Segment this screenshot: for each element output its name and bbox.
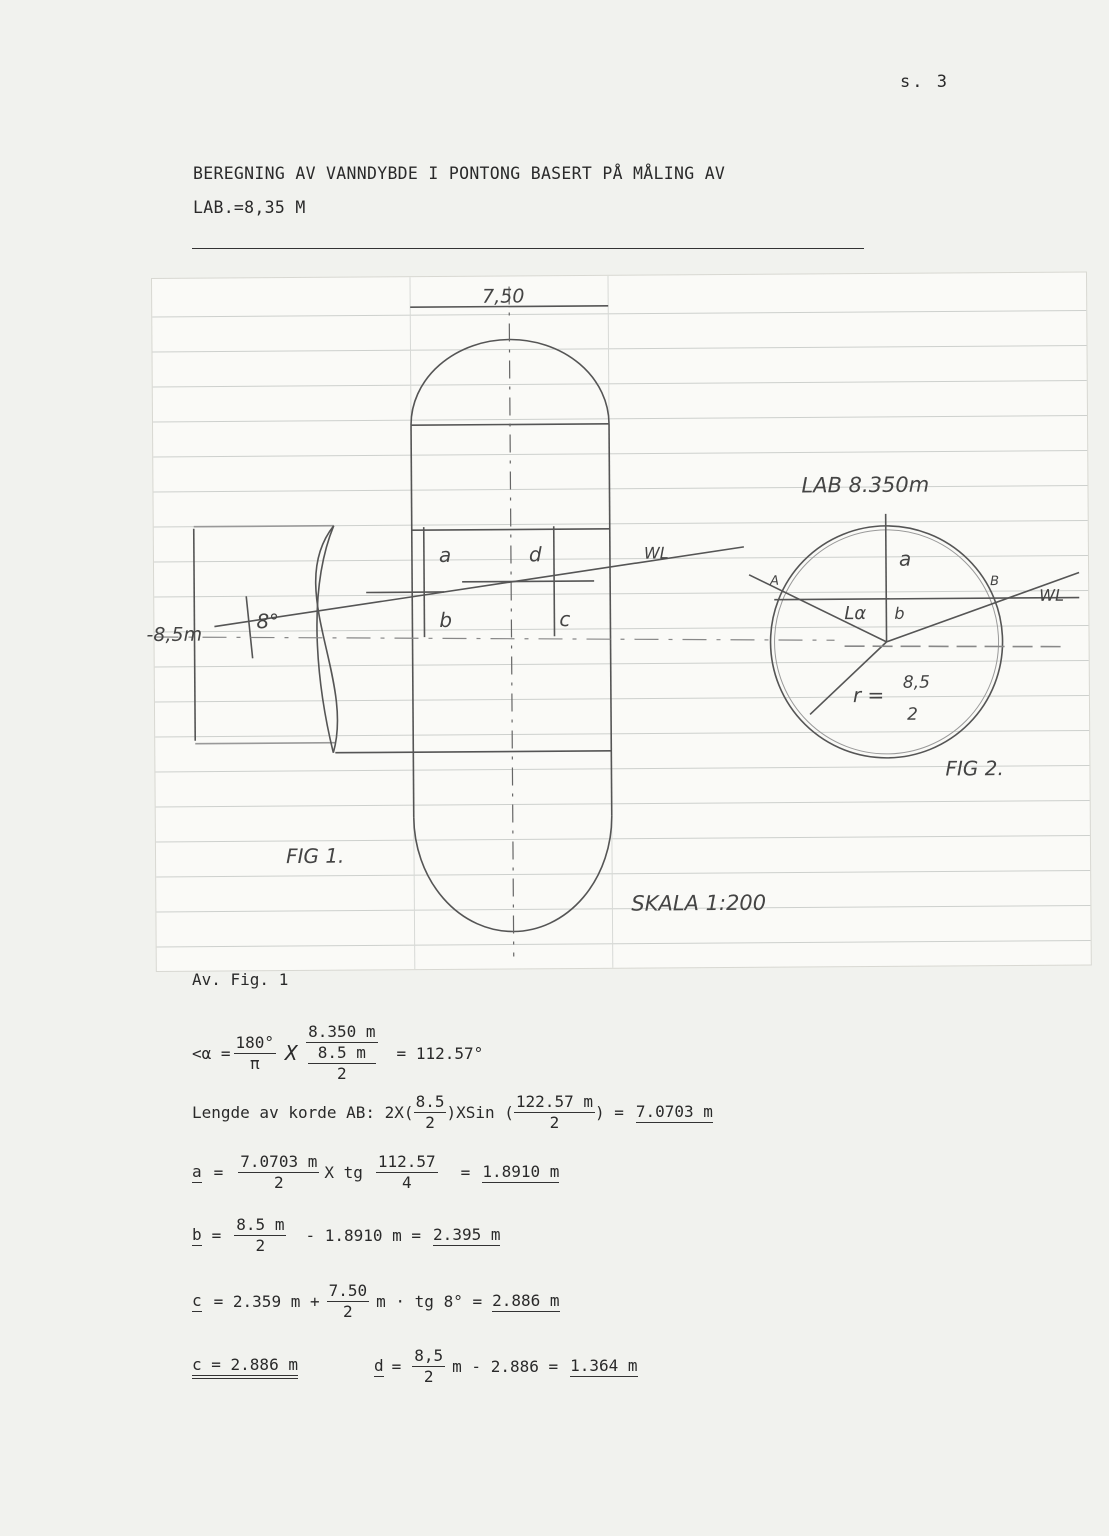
chord-fraction-2: $\frac{122.57 m}{2}$ <box>515 1092 593 1132</box>
d-fraction: $\frac{8,5}{2}$ <box>414 1346 444 1386</box>
calc-c-row <box>192 1281 560 1322</box>
alpha-result: = 112.57° <box>396 1043 484 1063</box>
dimension-d: d <box>528 542 542 567</box>
document-title-line-2: LAB.=8,35 M <box>193 198 306 217</box>
width-label: 7,50 <box>482 285 525 308</box>
c-label: c <box>192 1291 202 1310</box>
calc-b-row: b = $\frac{8.5 m}{2}$ - 1.8910 m = 2.395 m <box>192 1215 501 1255</box>
alpha-f2-den-den: 2 <box>337 1064 347 1083</box>
radius-denominator: 2 <box>906 704 918 725</box>
c-result: 2.886 m <box>492 1291 560 1310</box>
sketch-drawing <box>152 272 1091 971</box>
a-label: a <box>192 1162 202 1181</box>
fig2-dimension-b: b <box>894 603 905 623</box>
c-final-result: c = 2.886 m <box>192 1355 298 1379</box>
b-fraction: $\frac{8.5 m}{2}$ <box>236 1215 285 1255</box>
title-underline <box>192 248 864 249</box>
fig2-label: FIG 2. <box>945 756 1004 781</box>
chord-close: ) = <box>594 1103 624 1122</box>
alpha-lhs: <α = <box>192 1043 231 1063</box>
waterline-label-1: WL <box>643 543 669 563</box>
chord-fraction-1: $\frac{8.5}{2}$ <box>415 1092 445 1132</box>
c-fraction: $\frac{7.50}{2}$ <box>328 1281 368 1321</box>
calc-chord-row <box>192 1092 713 1133</box>
b-rest: - 1.8910 m = <box>305 1226 422 1245</box>
d-rest: m - 2.886 = <box>452 1357 559 1376</box>
alpha-angle-label: Lα <box>844 603 867 625</box>
lab-label: LAB 8.350m <box>801 472 930 498</box>
document-title-line-1: BEREGNING AV VANNDYBDE I PONTONG BASERT PÅ MÅLING AV <box>193 164 726 183</box>
b-label: b <box>192 1225 202 1244</box>
angle-label: 8° <box>256 609 280 634</box>
calc-a-row: a = $\frac{7.0703 m}{2}$ X tg $\frac{112.57}{4}$ = 1.8910 m <box>192 1152 560 1192</box>
b-result: 2.395 m <box>433 1225 501 1244</box>
a-result: 1.8910 m <box>482 1162 560 1181</box>
a-mid: X tg <box>324 1163 363 1182</box>
alpha-f2-den-num: 8.5 m <box>308 1043 375 1064</box>
a-fraction-1: $\frac{7.0703 m}{2}$ <box>240 1152 318 1192</box>
a-fraction-2: $\frac{112.57}{4}$ <box>377 1152 436 1192</box>
alpha-fraction-1 <box>234 1033 277 1074</box>
calc-final-row: c = 2.886 m d = $\frac{8,5}{2}$ m - 2.886 = 1.364 m <box>192 1346 638 1386</box>
d-result: 1.364 m <box>570 1356 638 1375</box>
alpha-f1-num: 180° <box>235 1032 275 1052</box>
point-b-label: B <box>990 574 1000 590</box>
c-rest: m · tg 8° = <box>376 1292 483 1311</box>
scale-label: SKALA 1:200 <box>631 890 767 916</box>
fig2-dimension-a: a <box>898 546 912 571</box>
alpha-multiply: X <box>285 1041 298 1065</box>
calc-alpha-row <box>192 1022 483 1084</box>
chord-result: 7.0703 m <box>635 1102 713 1121</box>
radius-numerator: 8,5 <box>902 672 930 693</box>
depth-label: -8,5m <box>146 623 203 647</box>
alpha-f1-den: π <box>249 1053 260 1073</box>
sketch-sheet <box>146 272 1091 971</box>
dimension-a: a <box>438 542 452 568</box>
chord-mid: )XSin ( <box>446 1103 514 1122</box>
page-number: s. 3 <box>900 72 949 92</box>
c-lhs: = 2.359 m + <box>213 1292 320 1311</box>
radius-label: r = <box>852 682 885 708</box>
fig1-label: FIG 1. <box>285 843 345 869</box>
calc-heading: Av. Fig. 1 <box>192 970 289 989</box>
waterline-label-2: WL <box>1039 585 1065 605</box>
d-label: d <box>373 1356 384 1375</box>
dimension-b: b <box>439 607 453 633</box>
alpha-fraction-2 <box>306 1022 377 1084</box>
chord-label: Lengde av korde AB: 2X( <box>192 1103 414 1122</box>
alpha-f2-num: 8.350 m <box>308 1022 376 1041</box>
dimension-c: c <box>559 607 571 632</box>
point-a-label: A <box>770 573 780 589</box>
